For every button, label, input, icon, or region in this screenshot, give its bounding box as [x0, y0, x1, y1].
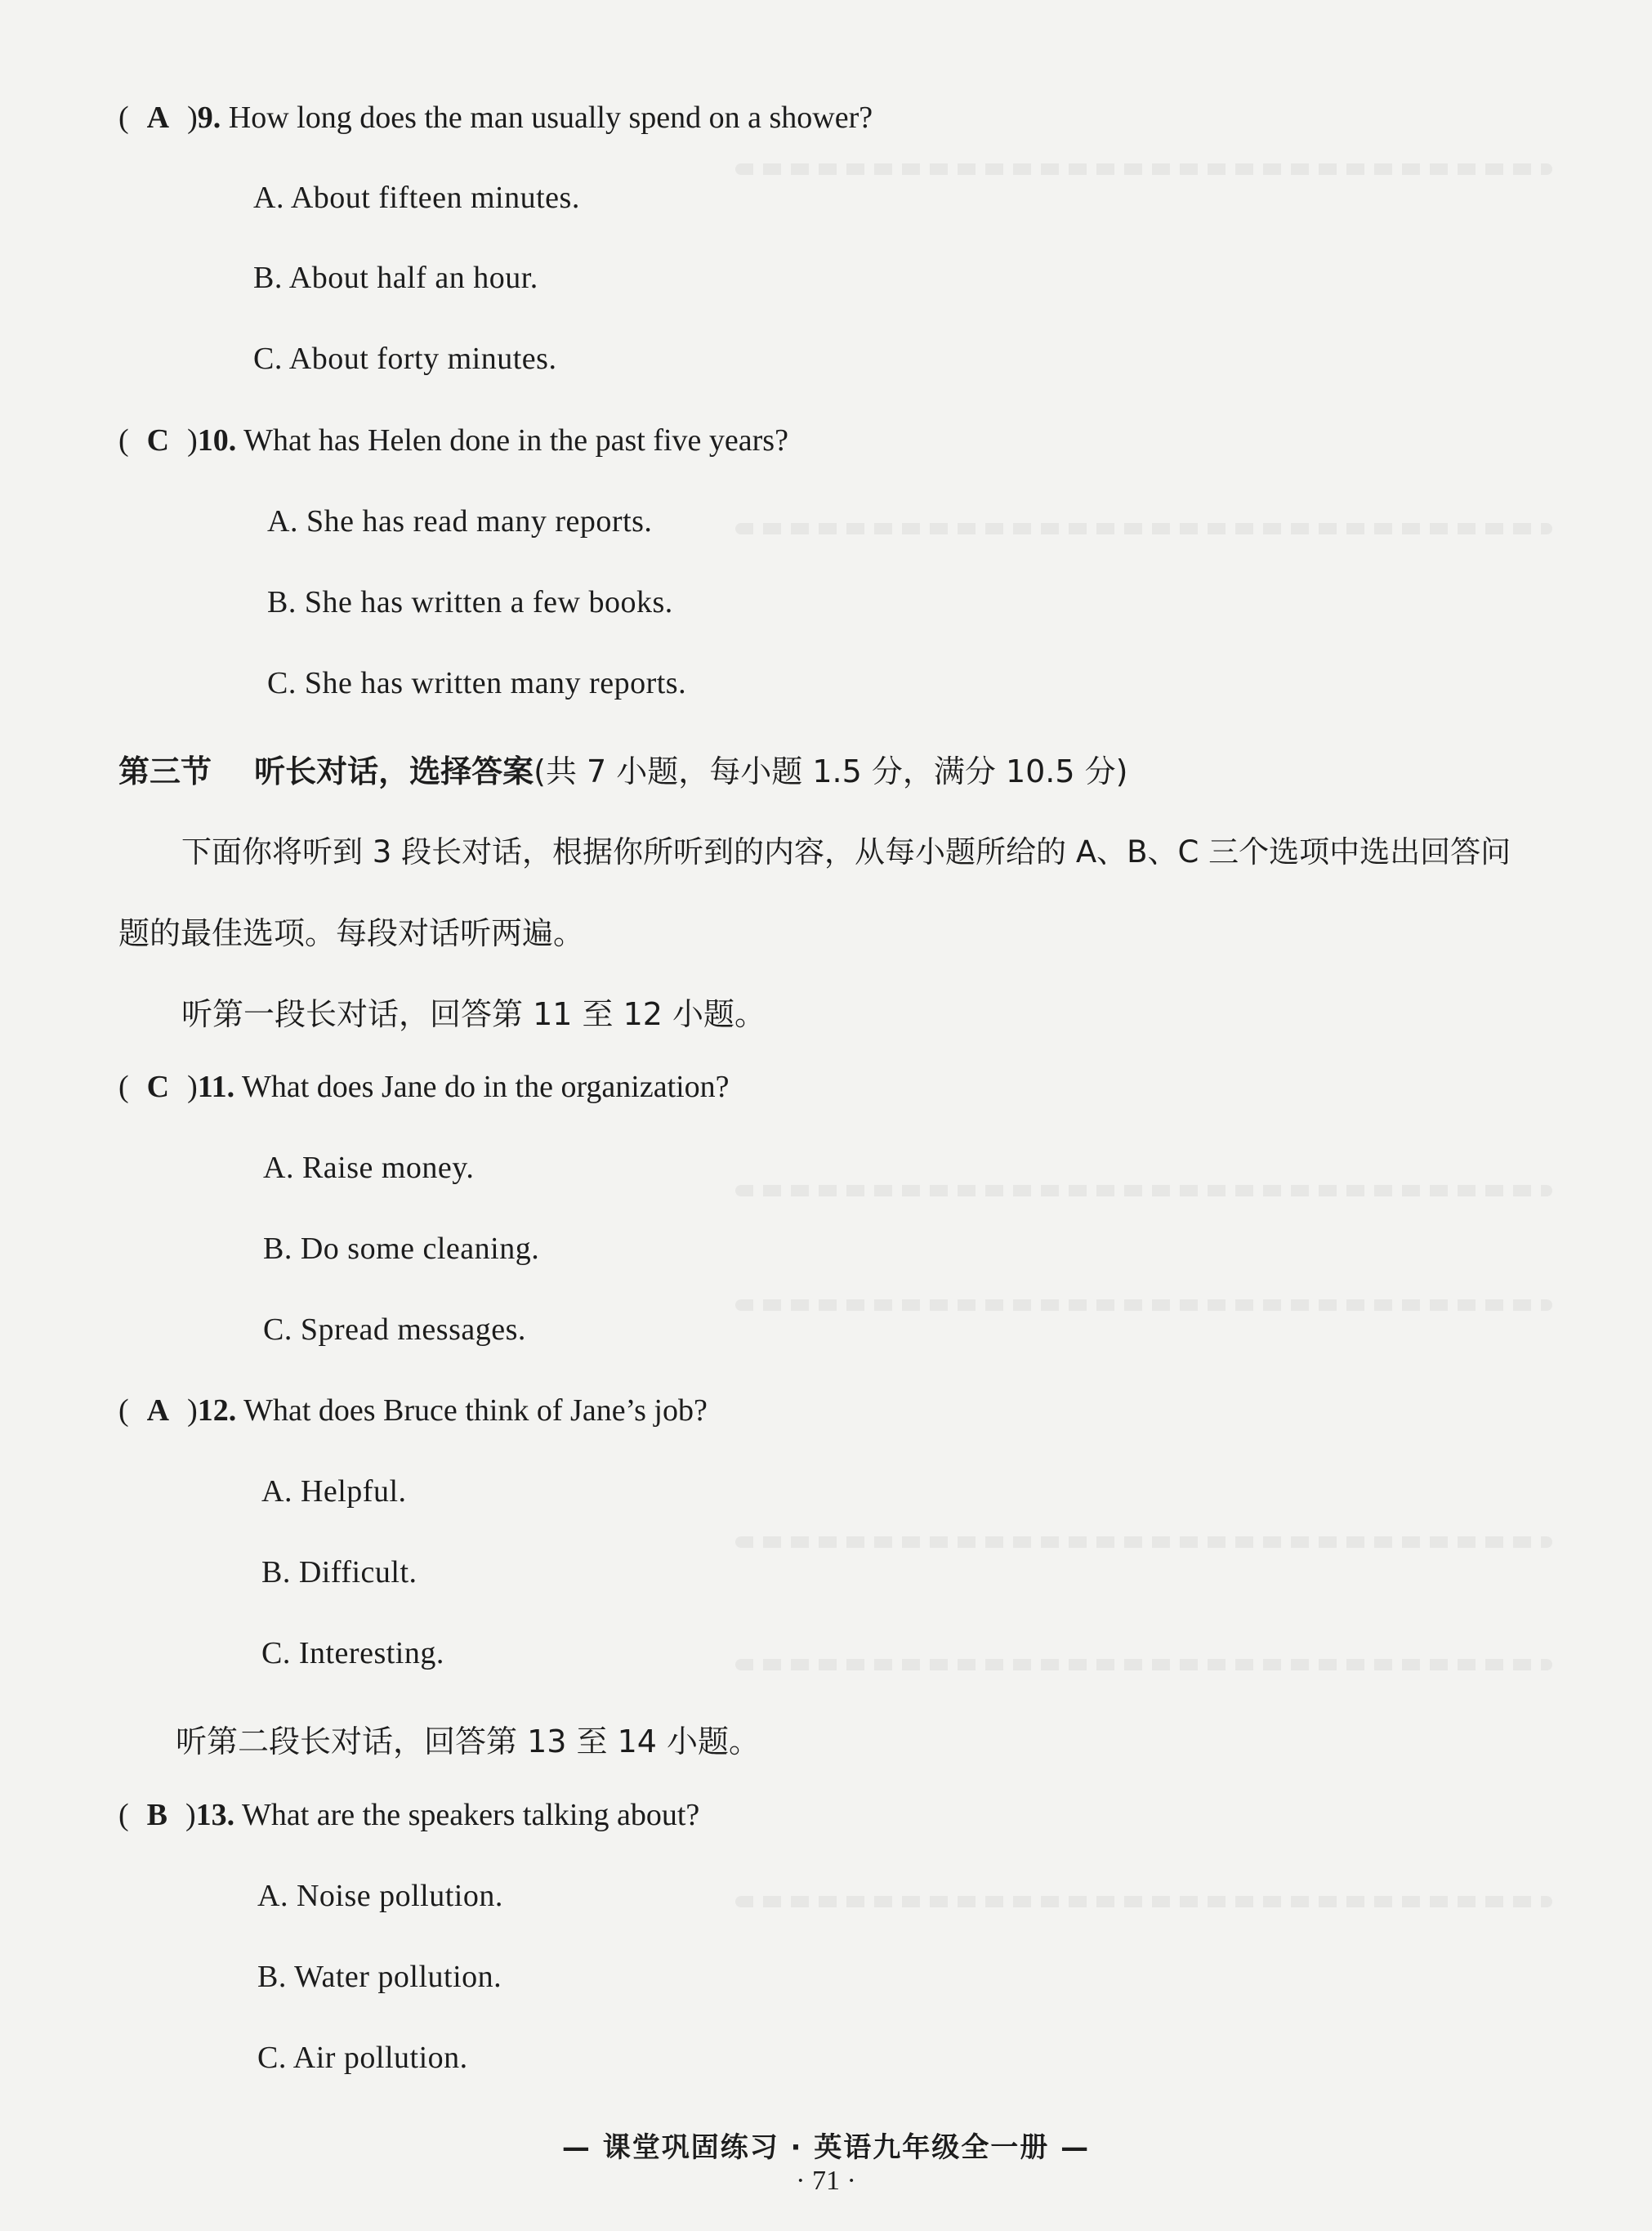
option-a: A. She has read many reports.: [267, 504, 653, 539]
question-text: How long does the man usually spend on a shower?: [228, 101, 873, 135]
option-a: A. Helpful.: [261, 1474, 407, 1509]
instructions-line: 下面你将听到 3 段长对话，根据你所听到的内容，从每小题所给的 A、B、C 三个选项中选出回答问: [181, 834, 1511, 870]
section-heading: [118, 746, 1127, 791]
question-11: ( C )11. What does Jane do in the organization?: [118, 1070, 730, 1104]
option-b: B. She has written a few books.: [267, 585, 673, 619]
answer-letter: C: [146, 423, 170, 458]
section-scoring: (共 7 小题，每小题 1.5 分，满分 10.5 分): [534, 753, 1128, 789]
option-c: C. About forty minutes.: [253, 342, 557, 376]
bleed-through-mark: [735, 1896, 1552, 1907]
book-footer: — 课堂巩固练习 · 英语九年级全一册 —: [561, 2131, 1091, 2164]
section-title: 听长对话，选择答案: [254, 753, 534, 789]
option-c: C. Air pollution.: [257, 2041, 468, 2075]
bleed-through-mark: [735, 1185, 1552, 1196]
option-a: A. Raise money.: [263, 1151, 475, 1185]
bleed-through-mark: [735, 1659, 1552, 1670]
dialog-instruction: 听第一段长对话，回答第 11 至 12 小题。: [181, 996, 766, 1032]
option-b: B. Water pollution.: [257, 1960, 502, 1994]
question-text: What has Helen done in the past five years?: [243, 423, 788, 458]
question-number: 9.: [197, 101, 221, 135]
answer-paren: (: [118, 101, 129, 135]
question-13: ( B )13. What are the speakers talking about?: [118, 1798, 700, 1832]
section-label: 第三节: [118, 753, 212, 789]
answer-letter: A: [146, 1393, 170, 1428]
option-c: C. Spread messages.: [263, 1312, 526, 1347]
bleed-through-mark: [735, 523, 1552, 534]
option-c: C. She has written many reports.: [267, 666, 687, 700]
bleed-through-mark: [735, 1299, 1552, 1311]
instructions-line: 题的最佳选项。每段对话听两遍。: [118, 915, 585, 951]
answer-letter: A: [146, 101, 170, 135]
question-number: 10.: [197, 423, 237, 458]
page-number: · 71 ·: [796, 2166, 856, 2196]
option-c: C. Interesting.: [261, 1636, 444, 1670]
bleed-through-mark: [735, 163, 1552, 175]
question-9: ( A )9. How long does the man usually spend on a shower?: [118, 101, 873, 135]
question-text: What does Bruce think of Jane’s job?: [243, 1393, 708, 1428]
question-text: What does Jane do in the organization?: [242, 1070, 730, 1104]
option-a: A. Noise pollution.: [257, 1879, 503, 1913]
question-12: ( A )12. What does Bruce think of Jane’s job?: [118, 1393, 708, 1428]
question-10: ( C )10. What has Helen done in the past five years?: [118, 423, 788, 458]
question-number: 13.: [195, 1798, 235, 1832]
dialog-instruction: 听第二段长对话，回答第 13 至 14 小题。: [176, 1724, 761, 1759]
question-number: 11.: [197, 1070, 235, 1104]
bleed-through-mark: [735, 1536, 1552, 1548]
option-b: B. Do some cleaning.: [263, 1232, 540, 1266]
answer-letter: B: [146, 1798, 168, 1832]
option-b: B. About half an hour.: [253, 261, 538, 295]
question-number: 12.: [197, 1393, 237, 1428]
answer-letter: C: [146, 1070, 170, 1104]
option-a: A. About fifteen minutes.: [253, 181, 580, 215]
option-b: B. Difficult.: [261, 1555, 417, 1589]
question-text: What are the speakers talking about?: [242, 1798, 700, 1832]
